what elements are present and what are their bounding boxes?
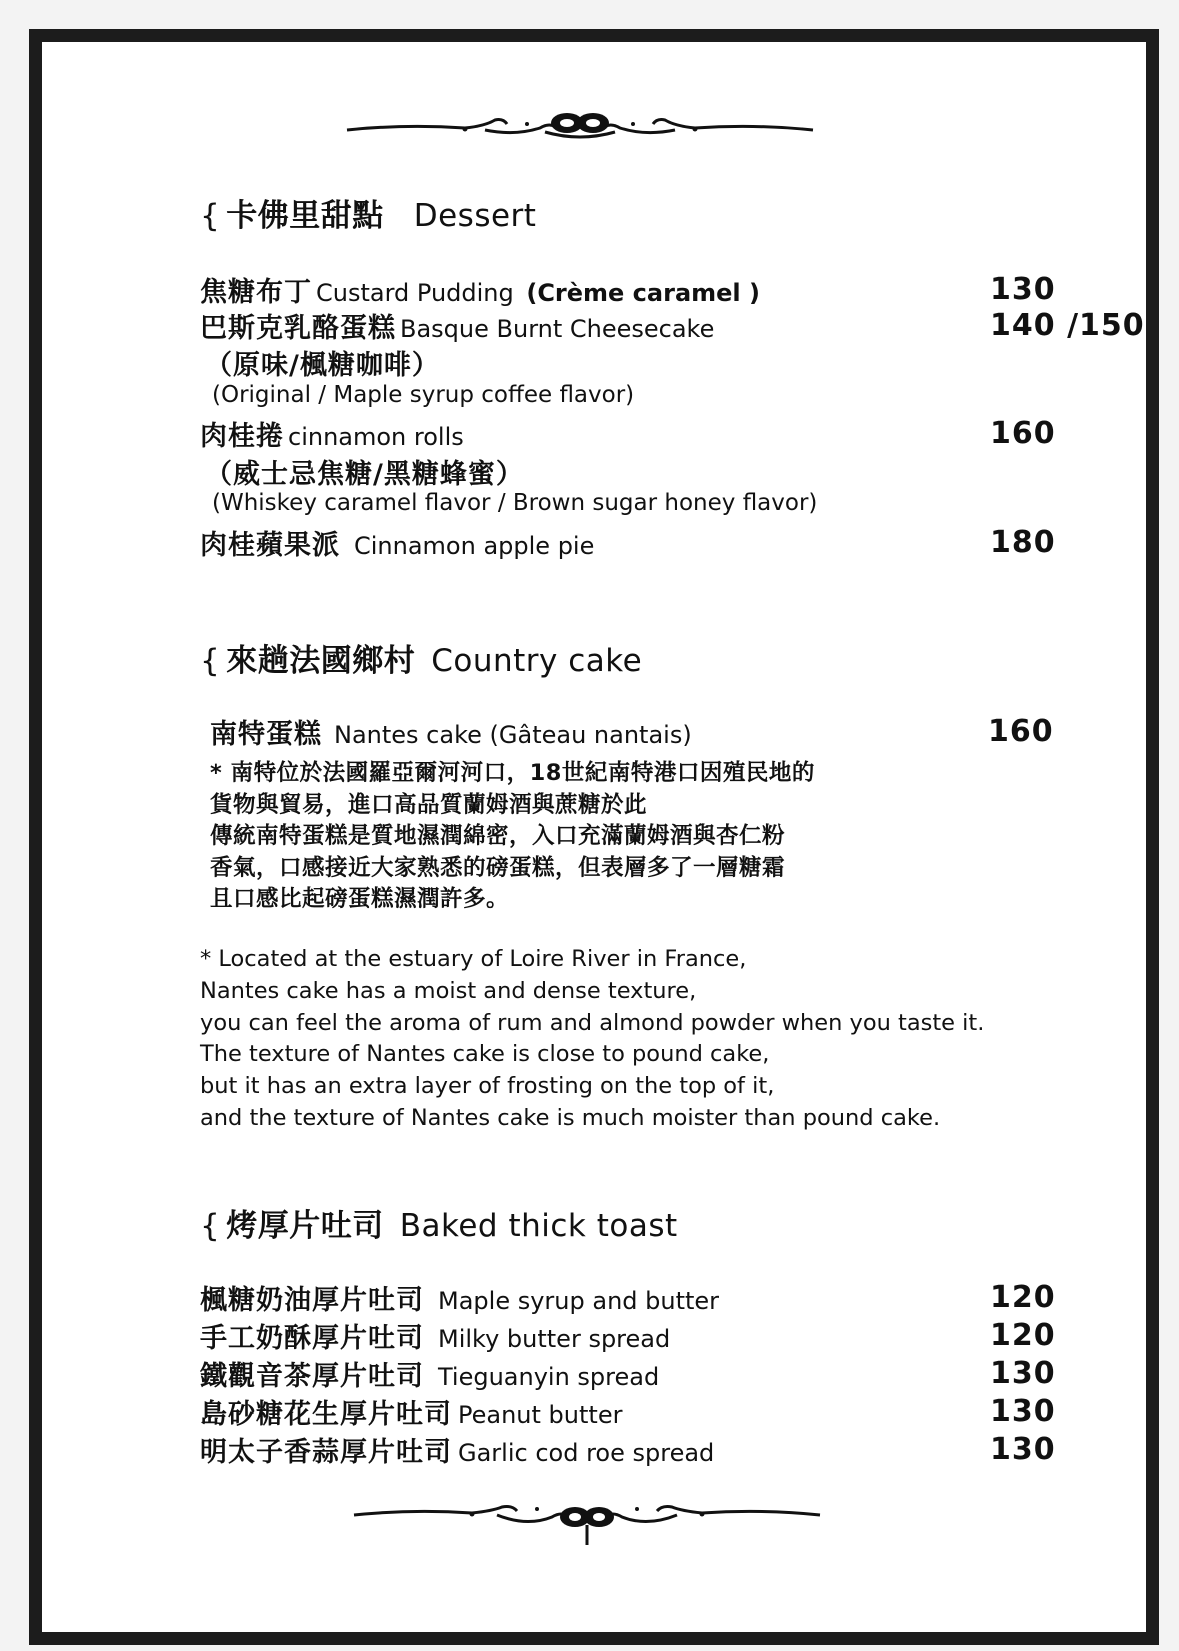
- item-name-zh: 肉桂捲: [200, 421, 284, 452]
- item-name-en: Maple syrup and butter: [438, 1287, 720, 1315]
- item-price: 160: [990, 416, 1056, 451]
- top-ornament-icon: [345, 108, 815, 144]
- menu-item: [200, 306, 714, 345]
- menu-item: [200, 1354, 659, 1393]
- menu-item: [200, 1278, 719, 1317]
- item-name-en: Basque Burnt Cheesecake: [400, 315, 715, 343]
- item-name-zh: 島砂糖花生厚片吐司: [200, 1399, 452, 1430]
- description-en-line: but it has an extra layer of frosting on the top of it,: [200, 1073, 775, 1099]
- item-name-zh: 明太子香蒜厚片吐司: [200, 1437, 452, 1468]
- item-price: 140 /150: [990, 308, 1145, 343]
- section-brace: {: [200, 643, 221, 679]
- item-name-en: Custard Pudding: [316, 279, 514, 307]
- description-en-line: and the texture of Nantes cake is much moister than pound cake.: [200, 1105, 941, 1131]
- bottom-ornament-icon: [352, 1497, 822, 1549]
- section-title-en: Country cake: [431, 643, 643, 679]
- item-price: 120: [990, 1318, 1056, 1353]
- menu-item: [210, 712, 692, 751]
- description-zh-line: 香氣，口感接近大家熟悉的磅蛋糕，但表層多了一層糖霜: [210, 855, 786, 881]
- description-en-line: you can feel the aroma of rum and almond powder when you taste it.: [200, 1010, 985, 1036]
- item-price: 120: [990, 1280, 1056, 1315]
- section-title-en: Dessert: [413, 198, 537, 234]
- section-brace: {: [200, 198, 221, 234]
- section-title-country: [200, 635, 642, 680]
- item-variant-en: (Whiskey caramel flavor / Brown sugar honey flavor): [212, 490, 818, 516]
- section-title-dessert: [200, 190, 536, 235]
- item-price: 160: [988, 714, 1054, 749]
- description-en-line: The texture of Nantes cake is close to pound cake,: [200, 1041, 770, 1067]
- item-name-zh: 焦糖布丁: [200, 277, 312, 308]
- item-name-zh: 南特蛋糕: [210, 719, 322, 750]
- description-zh-line: * 南特位於法國羅亞爾河河口，18世紀南特港口因殖民地的: [210, 760, 815, 786]
- item-name-zh: 巴斯克乳酪蛋糕: [200, 313, 396, 344]
- item-variant-zh: （威士忌焦糖/黑糖蜂蜜）: [205, 459, 524, 490]
- item-name-zh: 楓糖奶油厚片吐司: [200, 1285, 424, 1316]
- section-title-zh: 卡佛里甜點: [226, 198, 384, 234]
- description-zh-line: 貨物與貿易，進口高品質蘭姆酒與蔗糖於此: [210, 792, 648, 818]
- item-name-en-extra: (Crème caramel ): [526, 279, 760, 307]
- section-brace: {: [200, 1208, 221, 1244]
- item-name-en: Peanut butter: [458, 1401, 623, 1429]
- menu-item: [200, 1392, 622, 1431]
- item-name-zh: 鐵觀音茶厚片吐司: [200, 1361, 424, 1392]
- description-zh-line: 傳統南特蛋糕是質地濕潤綿密，入口充滿蘭姆酒與杏仁粉: [210, 823, 786, 849]
- section-title-toast: [200, 1200, 678, 1245]
- item-name-en: cinnamon rolls: [288, 423, 464, 451]
- description-en-line: * Located at the estuary of Loire River in France,: [200, 946, 747, 972]
- item-name-zh: 手工奶酥厚片吐司: [200, 1323, 424, 1354]
- item-price: 130: [990, 272, 1056, 307]
- item-price: 130: [990, 1432, 1056, 1467]
- menu-item: [200, 414, 464, 453]
- item-name-en: Garlic cod roe spread: [458, 1439, 715, 1467]
- item-variant-en: (Original / Maple syrup coffee flavor): [212, 382, 635, 408]
- item-price: 130: [990, 1394, 1056, 1429]
- item-name-en: Nantes cake (Gâteau nantais): [334, 721, 692, 749]
- description-zh-line: 且口感比起磅蛋糕濕潤許多。: [210, 886, 510, 912]
- item-name-zh: 肉桂蘋果派: [200, 530, 340, 561]
- item-price: 130: [990, 1356, 1056, 1391]
- item-name-en: Tieguanyin spread: [438, 1363, 660, 1391]
- item-price: 180: [990, 525, 1056, 560]
- section-title-zh: 來趟法國鄉村: [226, 643, 416, 679]
- description-en-line: Nantes cake has a moist and dense texture,: [200, 978, 697, 1004]
- menu-item: [200, 523, 594, 562]
- item-name-en: Milky butter spread: [438, 1325, 671, 1353]
- item-variant-zh: （原味/楓糖咖啡）: [205, 350, 440, 381]
- menu-item: [200, 270, 760, 309]
- menu-item: [200, 1316, 670, 1355]
- section-title-zh: 烤厚片吐司: [226, 1208, 384, 1244]
- section-title-en: Baked thick toast: [399, 1208, 678, 1244]
- menu-item: [200, 1430, 714, 1469]
- item-name-en: Cinnamon apple pie: [354, 532, 595, 560]
